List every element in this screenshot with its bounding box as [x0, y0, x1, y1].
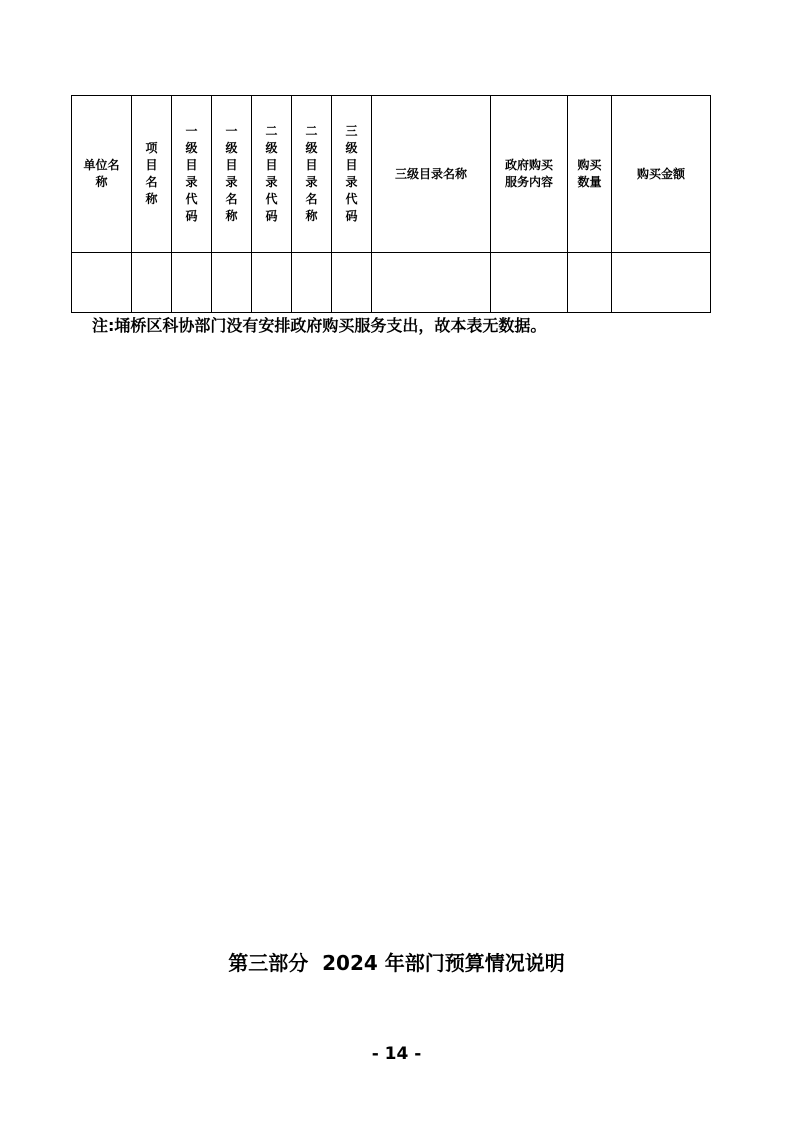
header-project-name: 项目名称	[132, 96, 172, 253]
header-level3-name: 三级目录名称	[372, 96, 491, 253]
table-cell	[612, 253, 711, 313]
page-number: - 14 -	[371, 1044, 422, 1064]
government-procurement-table	[71, 95, 711, 313]
table-cell	[292, 253, 332, 313]
header-level1-code: 一级目录代码	[172, 96, 212, 253]
table-note: 注:埇桥区科协部门没有安排政府购买服务支出，故本表无数据。	[92, 316, 547, 335]
header-level2-name: 二级目录名称	[292, 96, 332, 253]
header-service-content: 政府购买服务内容	[491, 96, 568, 253]
table-cell	[568, 253, 612, 313]
table-header-row	[72, 96, 711, 253]
header-level2-code: 二级目录代码	[252, 96, 292, 253]
header-purchase-amount: 购买金额	[612, 96, 711, 253]
header-unit-name: 单位名称	[72, 96, 132, 253]
table-cell	[72, 253, 132, 313]
header-level1-name: 一级目录名称	[212, 96, 252, 253]
table-cell	[252, 253, 292, 313]
header-purchase-quantity: 购买数量	[568, 96, 612, 253]
table-cell	[172, 253, 212, 313]
header-level3-code: 三级目录代码	[332, 96, 372, 253]
table-cell	[212, 253, 252, 313]
table-cell	[332, 253, 372, 313]
table-cell	[372, 253, 491, 313]
table-cell	[132, 253, 172, 313]
table-cell	[491, 253, 568, 313]
table-row	[72, 253, 711, 313]
section-title: 第三部分 2024 年部门预算情况说明	[228, 951, 565, 975]
